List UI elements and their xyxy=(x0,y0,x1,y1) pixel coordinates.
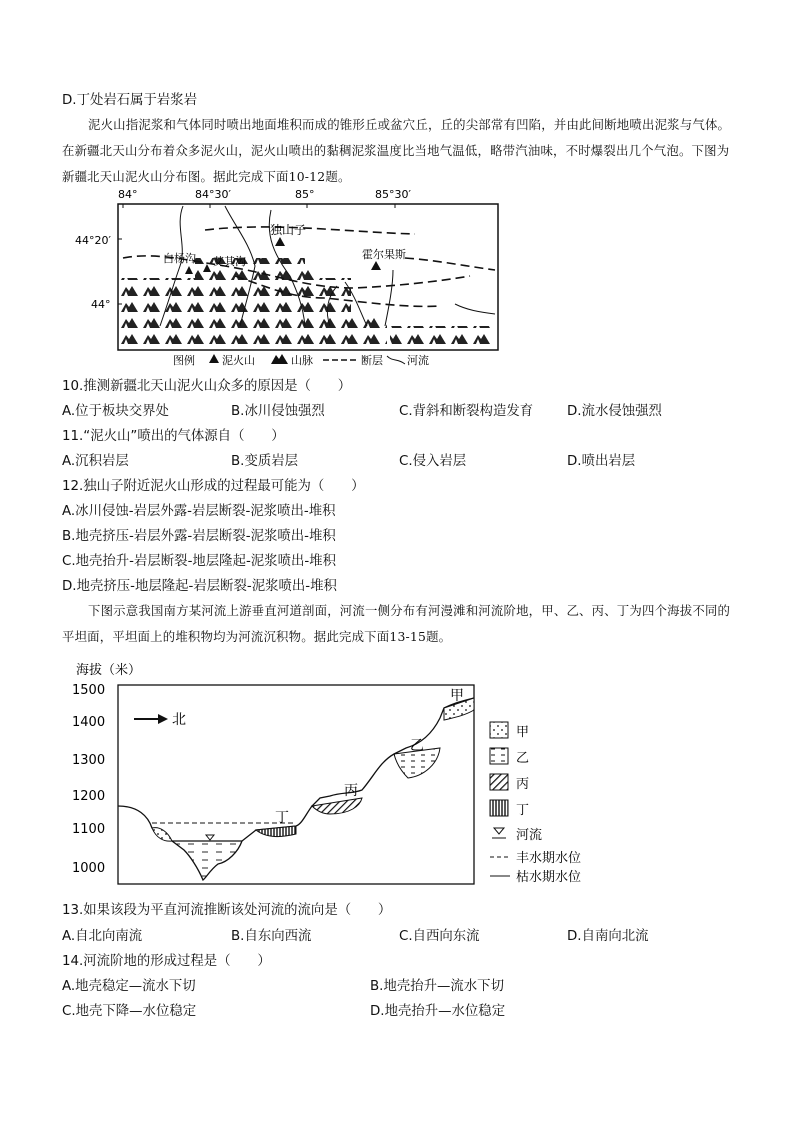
legend-jia: 甲 xyxy=(516,725,530,740)
q13-stem: 13.如果该段为平直河流推断该处河流的流向是（ ） xyxy=(62,903,392,918)
y-tick-1200: 1200 xyxy=(72,789,106,804)
q10-option-a[interactable]: A.位于板块交界处 xyxy=(62,404,169,419)
place-huoerguosi: 霍尔果斯 xyxy=(362,248,406,261)
q13-option-a[interactable]: A.自北向南流 xyxy=(62,929,143,944)
legend-volcano: 泥火山 xyxy=(222,354,255,367)
profile-legend xyxy=(490,722,581,885)
q10-stem: 10.推测新疆北天山泥火山众多的原因是（ ） xyxy=(62,379,352,394)
label-yi: 乙 xyxy=(410,738,424,754)
q11-option-c[interactable]: C.侵入岩层 xyxy=(399,454,467,469)
legend-ding: 丁 xyxy=(516,803,530,818)
lat-tick-44-20: 44°20′ xyxy=(75,234,111,247)
q9-option-d: D.丁处岩石属于岩浆岩 xyxy=(62,93,198,108)
map-legend xyxy=(173,353,429,367)
lon-tick-84: 84° xyxy=(118,188,138,201)
legend-yi: 乙 xyxy=(516,751,530,766)
place-aiqigou: 艾其沟 xyxy=(213,255,246,268)
lon-tick-85-30: 85°30′ xyxy=(375,188,411,201)
north-label: 北 xyxy=(172,712,186,728)
y-tick-1000: 1000 xyxy=(72,861,106,876)
legend-fault: 断层 xyxy=(361,354,383,367)
q12-option-c[interactable]: C.地壳抬升-岩层断裂-地层隆起-泥浆喷出-堆积 xyxy=(62,554,336,569)
q10-option-c[interactable]: C.背斜和断裂构造发育 xyxy=(399,404,534,419)
q14-stem: 14.河流阶地的形成过程是（ ） xyxy=(62,954,271,969)
q14-option-a[interactable]: A.地壳稳定—流水下切 xyxy=(62,979,196,994)
q14-option-d[interactable]: D.地壳抬升—水位稳定 xyxy=(370,1004,506,1019)
q13-option-b[interactable]: B.自东向西流 xyxy=(231,929,312,944)
legend-river-icon xyxy=(387,356,405,364)
label-ding: 丁 xyxy=(275,810,289,826)
q10-option-b[interactable]: B.冰川侵蚀强烈 xyxy=(231,404,325,419)
y-tick-1500: 1500 xyxy=(72,683,106,698)
q11-option-b[interactable]: B.变质岩层 xyxy=(231,454,299,469)
river-profile-diagram xyxy=(60,656,620,892)
y-tick-1100: 1100 xyxy=(72,822,106,837)
lon-tick-84-30: 84°30′ xyxy=(195,188,231,201)
passage-river-terrace: 下图示意我国南方某河流上游垂直河道剖面，河流一侧分布有河漫滩和河流阶地，甲、乙、丙、丁为四个海拔不同的平坦面，平坦面上的堆积物均为河流沉积物。据此完成下面13-15题。 xyxy=(62,603,731,644)
q12-option-d[interactable]: D.地壳挤压-地层隆起-岩层断裂-泥浆喷出-堆积 xyxy=(62,579,337,594)
q12-option-b[interactable]: B.地壳挤压-岩层外露-岩层断裂-泥浆喷出-堆积 xyxy=(62,529,336,544)
q10-option-d[interactable]: D.流水侵蚀强烈 xyxy=(567,404,662,419)
q12-stem: 12.独山子附近泥火山形成的过程最可能为（ ） xyxy=(62,479,365,494)
label-bing: 丙 xyxy=(344,783,358,799)
legend-volcano-icon xyxy=(209,354,219,363)
mud-volcano-map xyxy=(75,186,505,368)
q13-option-d[interactable]: D.自南向北流 xyxy=(567,929,649,944)
q12-option-a[interactable]: A.冰川侵蚀-岩层外露-岩层断裂-泥浆喷出-堆积 xyxy=(62,504,336,519)
lat-tick-44: 44° xyxy=(91,298,111,311)
legend-mountain: 山脉 xyxy=(291,354,313,367)
legend-flood-level: 丰水期水位 xyxy=(516,851,582,866)
label-jia: 甲 xyxy=(450,688,464,704)
q11-stem: 11.“泥火山”喷出的气体源自（ ） xyxy=(62,429,285,444)
place-dushanzi: 独山子 xyxy=(270,223,307,237)
legend-dry-level: 枯水期水位 xyxy=(516,870,582,885)
q11-option-d[interactable]: D.喷出岩层 xyxy=(567,454,636,469)
legend-river-icon xyxy=(494,828,504,834)
q14-option-b[interactable]: B.地壳抬升—流水下切 xyxy=(370,979,504,994)
passage-mud-volcano: 泥火山指泥浆和气体同时喷出地面堆积而成的锥形丘或盆穴丘，丘的尖部常有凹陷，并由此间断地喷出泥浆与气体。在新疆北天山分布着众多泥火山，泥火山喷出的黏稠泥浆温度比当地气温低，略带汽油味，不时爆裂出几个气泡。下图为新疆北天山泥火山分布图。据此完成下面10-12题。 xyxy=(62,117,731,184)
y-tick-1300: 1300 xyxy=(72,753,106,768)
y-axis-label: 海拔（米） xyxy=(76,663,142,678)
q11-option-a[interactable]: A.沉积岩层 xyxy=(62,454,129,469)
legend-title: 图例 xyxy=(173,354,195,367)
legend-river: 河流 xyxy=(407,354,429,367)
legend-river: 河流 xyxy=(516,828,543,843)
legend-bing: 丙 xyxy=(516,777,530,792)
q14-option-c[interactable]: C.地壳下降—水位稳定 xyxy=(62,1004,197,1019)
y-tick-1400: 1400 xyxy=(72,715,106,730)
legend-mountain-icon xyxy=(271,354,288,364)
lon-tick-85: 85° xyxy=(295,188,315,201)
q13-option-c[interactable]: C.自西向东流 xyxy=(399,929,480,944)
place-baiyanggou: 白杨沟 xyxy=(163,252,196,265)
